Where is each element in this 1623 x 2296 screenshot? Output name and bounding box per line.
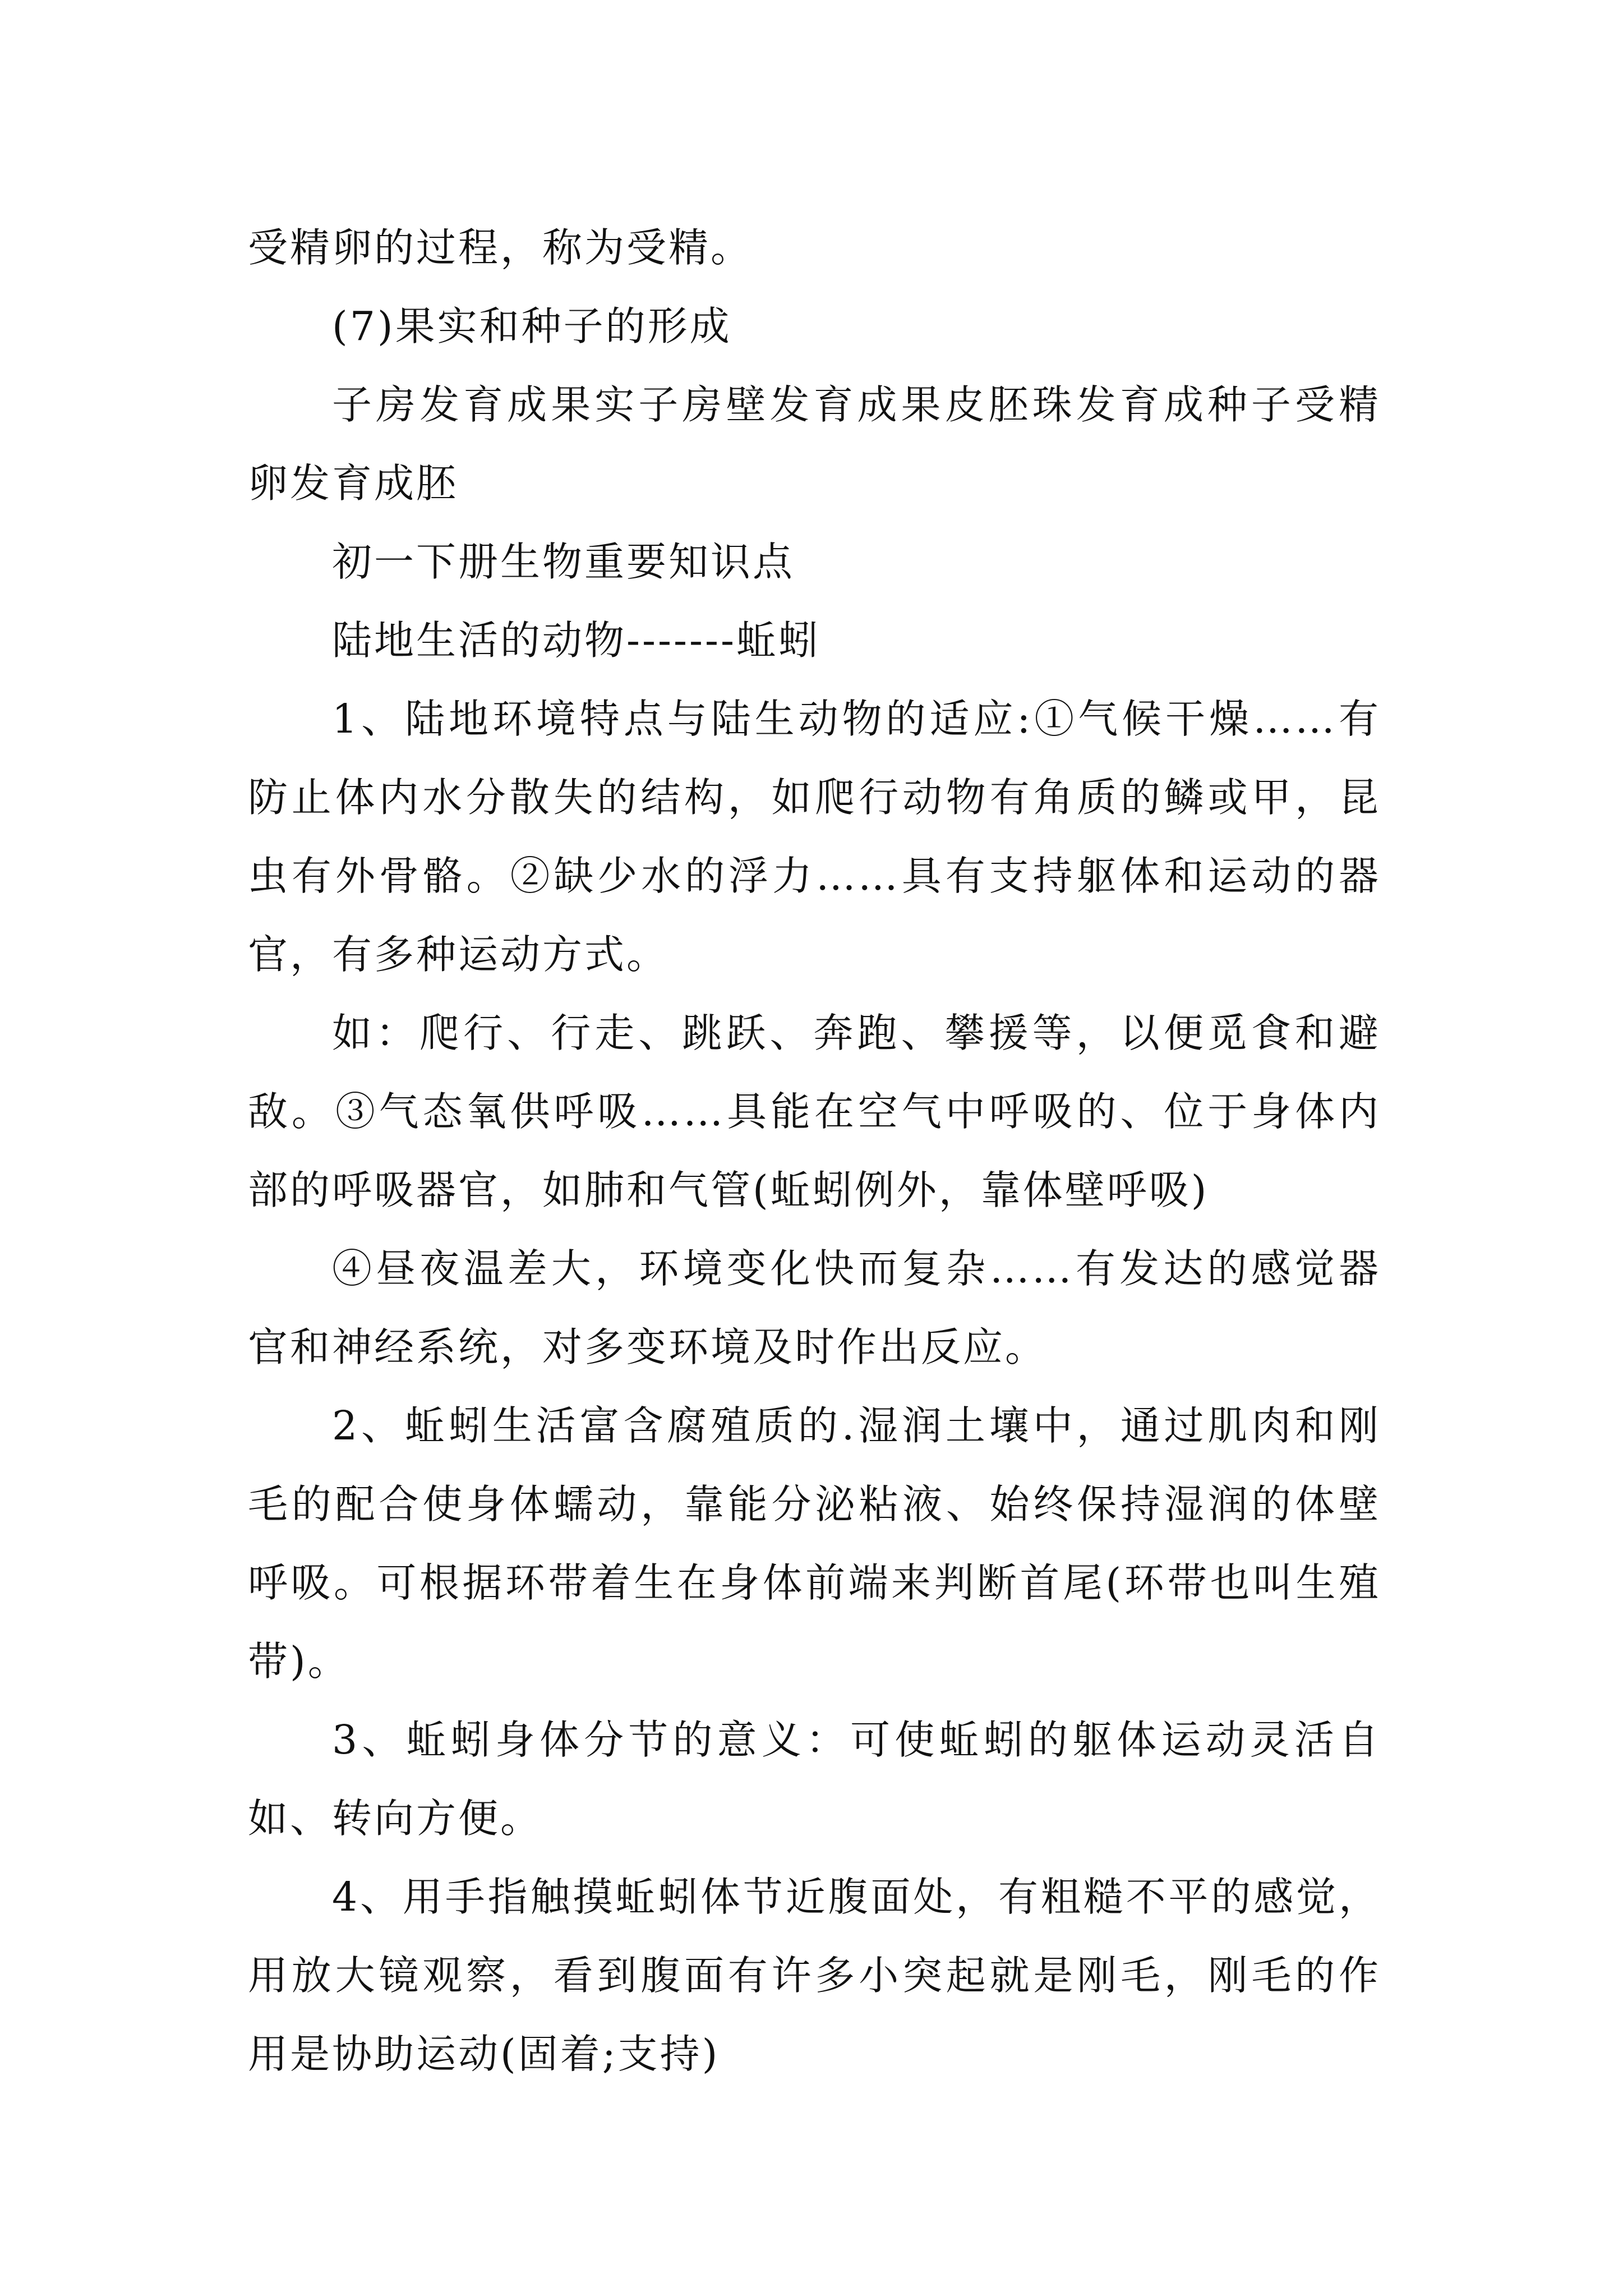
paragraph-point-3: 3、蚯蚓身体分节的意义：可使蚯蚓的躯体运动灵活自如、转向方便。 [248, 1717, 1381, 1842]
paragraph-point-4: 4、用手指触摸蚯蚓体节近腹面处，有粗糙不平的感觉，用放大镜观察，看到腹面有许多小突起就是刚毛，刚毛的作用是协助运动(固着;支持) [248, 1874, 1381, 2077]
document-body [248, 209, 1381, 2093]
paragraph-point-1-item-4: ④昼夜温差大，环境变化快而复杂……有发达的感觉器官和神经系统，对多变环境及时作出反应。 [248, 1245, 1381, 1370]
paragraph-point-1-continued: 如：爬行、行走、跳跃、奔跑、攀援等，以便觅食和避敌。③气态氧供呼吸……具能在空气中呼吸的、位于身体内部的呼吸器官，如肺和气管(蚯蚓例外，靠体壁呼吸) [248, 1010, 1381, 1213]
paragraph-fertilization-definition: 受精卵的过程，称为受精。 [248, 224, 753, 271]
section-subtitle: 陆地生活的动物-------蚯蚓 [332, 617, 820, 664]
paragraph-fruit-seed-development: 子房发育成果实子房壁发育成果皮胚珠发育成种子受精卵发育成胚 [248, 381, 1381, 507]
section-title: 初一下册生物重要知识点 [332, 539, 795, 585]
paragraph-heading-fruit-seed: (7)果实和种子的形成 [332, 303, 732, 349]
paragraph-point-1: 1、陆地环境特点与陆生动物的适应:①气候干燥……有防止体内水分散失的结构，如爬行动物有角质的鳞或甲，昆虫有外骨骼。②缺少水的浮力……具有支持躯体和运动的器官，有多种运动方式。 [248, 696, 1381, 978]
paragraph-point-2: 2、蚯蚓生活富含腐殖质的.湿润土壤中，通过肌肉和刚毛的配合使身体蠕动，靠能分泌粘液、始终保持湿润的体壁呼吸。可根据环带着生在身体前端来判断首尾(环带也叫生殖带)。 [248, 1402, 1381, 1685]
